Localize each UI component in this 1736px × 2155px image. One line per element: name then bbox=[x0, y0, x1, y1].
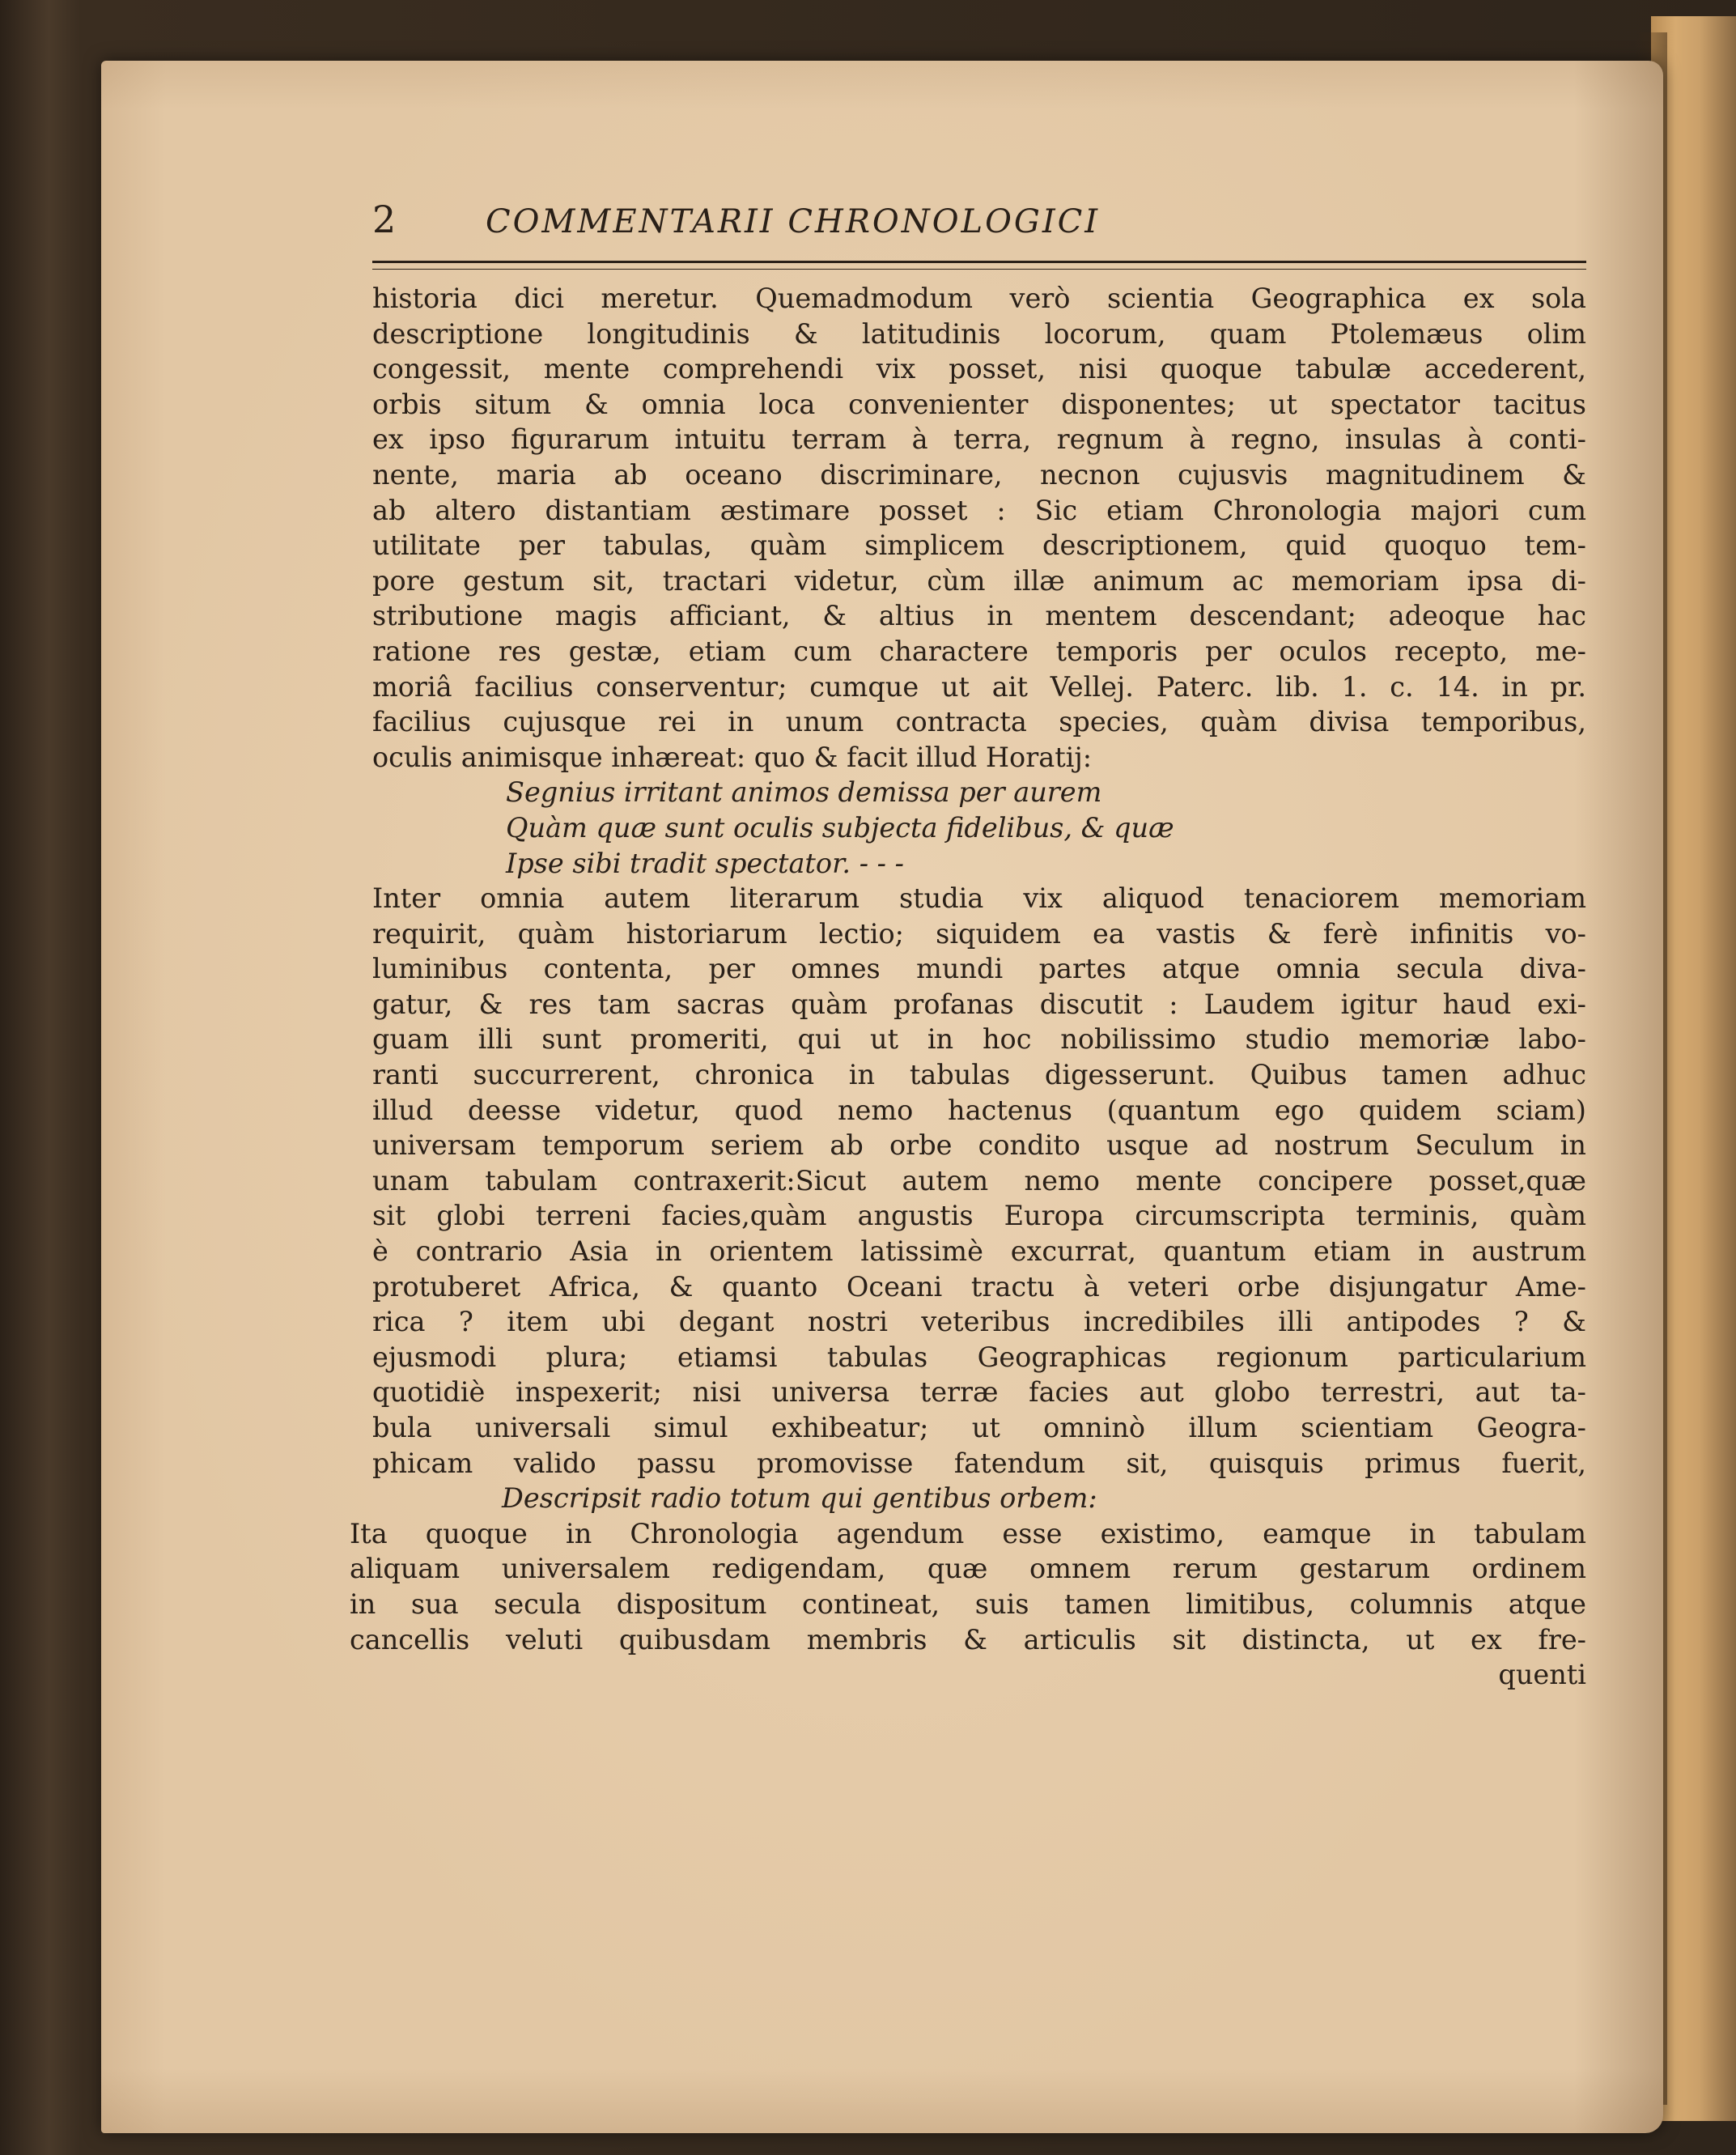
text-line: historia dici meretur. Quemadmodum verò scientia Geographica ex sola bbox=[372, 283, 1586, 314]
page-number: 2 bbox=[372, 198, 397, 241]
text-line: cancellis veluti quibusdam membris & articulis sit distincta, ut ex fre- bbox=[350, 1623, 1586, 1656]
text-line: protuberet Africa, & quanto Oceani tractu à veteri orbe disjungatur Ame- bbox=[372, 1270, 1586, 1303]
text-line: aliquam universalem redigendam, quæ omnem rerum gestarum ordinem bbox=[350, 1553, 1586, 1585]
text-line: sit globi terreni facies,quàm angustis Europa circumscripta terminis, quàm bbox=[372, 1200, 1586, 1232]
verse-line: Ipse sibi tradit spectator. - - - bbox=[506, 847, 904, 879]
page-header bbox=[372, 198, 1586, 254]
verse-line: Quàm quæ sunt oculis subjecta fidelibus, & quæ bbox=[506, 811, 1174, 844]
text-line: Ita quoque in Chronologia agendum esse existimo, eamque in tabulam bbox=[350, 1517, 1586, 1549]
text-line: pore gestum sit, tractari videtur, cùm illæ animum ac memoriam ipsa di- bbox=[372, 564, 1586, 597]
text-line: ejusmodi plura; etiamsi tabulas Geographicas regionum particularium bbox=[372, 1341, 1586, 1373]
text-line: quotidiè inspexerit; nisi universa terræ facies aut globo terrestri, aut ta- bbox=[372, 1376, 1586, 1409]
text-line: unam tabulam contraxerit:Sicut autem nemo mente concipere posset,quæ bbox=[372, 1164, 1586, 1197]
text-line: ranti succurrerent, chronica in tabulas digesserunt. Quibus tamen adhuc bbox=[372, 1059, 1586, 1091]
running-title: COMMENTARII CHRONOLOGICI bbox=[486, 203, 1101, 240]
text-line: moriâ facilius conserventur; cumque ut ait Vellej. Paterc. lib. 1. c. 14. in pr. bbox=[372, 670, 1586, 703]
text-line: nente, maria ab oceano discriminare, necnon cujusvis magnitudinem & bbox=[372, 458, 1586, 491]
text-line: è contrario Asia in orientem latissimè excurrat, quantum etiam in austrum bbox=[372, 1235, 1586, 1268]
text-line: universam temporum seriem ab orbe condito usque ad nostrum Seculum in bbox=[372, 1129, 1586, 1162]
text-line: in sua secula dispositum contineat, suis tamen limitibus, columnis atque bbox=[350, 1588, 1586, 1620]
text-line: Inter omnia autem literarum studia vix aliquod tenaciorem memoriam bbox=[372, 882, 1586, 915]
text-line: requirit, quàm historiarum lectio; siquidem ea vastis & ferè infinitis vo- bbox=[372, 917, 1586, 950]
text-line: illud deesse videtur, quod nemo hactenus (quantum ego quidem sciam) bbox=[372, 1094, 1586, 1126]
header-rule bbox=[372, 261, 1586, 270]
text-line: descriptione longitudinis & latitudinis locorum, quam Ptolemæus olim bbox=[372, 317, 1586, 350]
text-line: stributione magis afficiant, & altius in mentem descendant; adeoque hac bbox=[372, 600, 1586, 632]
text-line: ab altero distantiam æstimare posset : Sic etiam Chronologia majori cum bbox=[372, 494, 1586, 526]
text-line: facilius cujusque rei in unum contracta species, quàm divisa temporibus, bbox=[372, 706, 1586, 738]
text-line: rica ? item ubi degant nostri veteribus incredibiles illi antipodes ? & bbox=[372, 1306, 1586, 1338]
text-line: ex ipso figurarum intuitu terram à terra, regnum à regno, insulas à conti- bbox=[372, 423, 1586, 456]
text-line: ratione res gestæ, etiam cum charactere temporis per oculos recepto, me- bbox=[372, 635, 1586, 667]
text-line: oculis animisque inhæreat: quo & facit illud Horatij: bbox=[372, 741, 1093, 773]
catchword: quenti bbox=[1498, 1659, 1586, 1691]
text-line: utilitate per tabulas, quàm simplicem descriptionem, quid quoquo tem- bbox=[372, 529, 1586, 562]
text-block bbox=[350, 198, 1586, 1693]
text-line: gatur, & res tam sacras quàm profanas discutit : Laudem igitur haud exi- bbox=[372, 988, 1586, 1020]
text-line: luminibus contenta, per omnes mundi partes atque omnia secula diva- bbox=[372, 953, 1586, 985]
text-line: phicam valido passu promovisse fatendum sit, quisquis primus fuerit, bbox=[372, 1447, 1586, 1479]
text-line: bula universali simul exhibeatur; ut omninò illum scientiam Geogra- bbox=[372, 1412, 1586, 1443]
text-line: congessit, mente comprehendi vix posset, nisi quoque tabulæ accederent, bbox=[372, 353, 1586, 385]
text-line: guam illi sunt promeriti, qui ut in hoc nobilissimo studio memoriæ labo- bbox=[372, 1023, 1586, 1056]
verse-line: Segnius irritant animos demissa per aurem bbox=[506, 776, 1102, 809]
quotation-line: Descripsit radio totum qui gentibus orbem: bbox=[502, 1482, 1097, 1515]
text-line: orbis situm & omnia loca convenienter disponentes; ut spectator tacitus bbox=[372, 388, 1586, 420]
